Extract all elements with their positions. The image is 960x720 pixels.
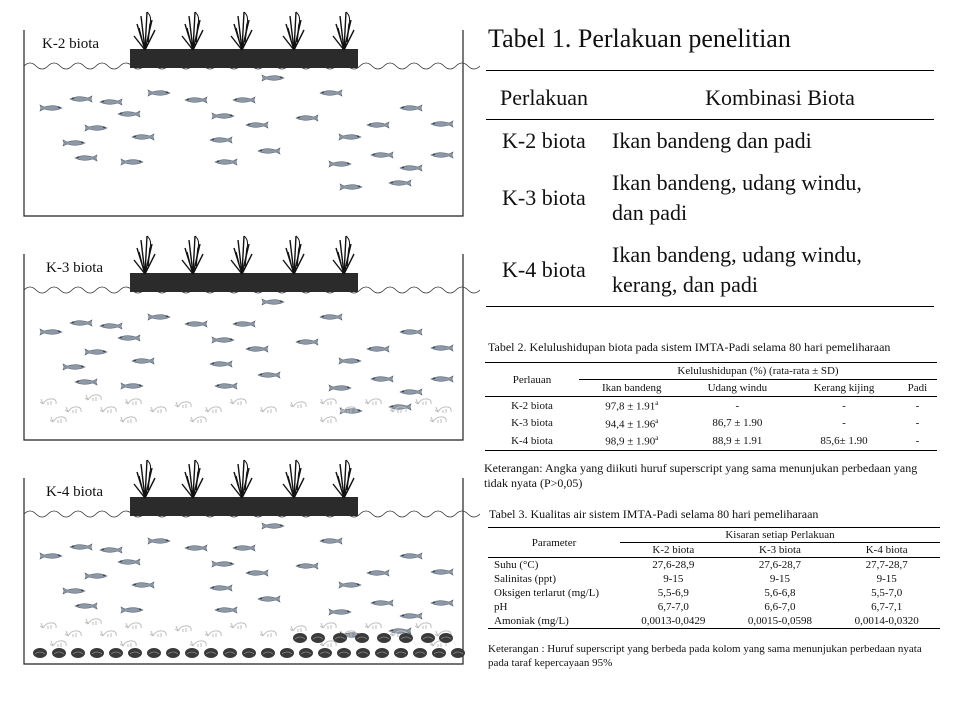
table-row (488, 614, 940, 629)
table3-cell: 6,6-7,0 (764, 601, 796, 613)
rice-plant-icon (283, 236, 304, 274)
shrimp-icon (320, 399, 336, 405)
table3-col-k3: K-3 biota (727, 543, 834, 558)
fish-icon (246, 122, 268, 128)
clam-icon (377, 633, 391, 643)
fish-icon (100, 323, 122, 329)
fish-icon (367, 570, 389, 576)
fish-icon (258, 596, 280, 602)
table-row (486, 234, 934, 307)
clam-icon (52, 648, 66, 658)
table3-cell: 0,0015-0,0598 (727, 614, 834, 629)
table3-cell: Oksigen terlarut (mg/L) (494, 587, 600, 599)
shrimp-icon (320, 623, 336, 629)
clam-icon (413, 648, 427, 658)
table2-cell: 98,9 ± 1.90$^a$ (579, 432, 685, 450)
shrimp-icon (125, 399, 141, 405)
shrimp-icon (290, 626, 306, 632)
shrimp-icon (40, 399, 56, 405)
shrimp-icon (230, 399, 246, 405)
rice-plant-icon (182, 236, 203, 274)
table3-cell: 0,0014-0,0320 (833, 614, 940, 629)
table2-cell: - (842, 417, 846, 430)
shrimp-icon (415, 623, 431, 629)
rice-plant-icon (283, 460, 304, 498)
table3-cell: 9-15 (769, 573, 791, 585)
shrimp-icon (260, 407, 276, 413)
rice-plant-icon (134, 236, 155, 274)
table3-col-k4: K-4 biota (833, 543, 940, 558)
table1-cell: K-2 biota (502, 128, 586, 153)
clam-icon (147, 648, 161, 658)
fish-icon (40, 553, 62, 559)
table3-caption: Tabel 3. Kualitas air sistem IMTA-Padi selama 80 hari pemeliharaan (489, 507, 819, 521)
fish-icon (262, 299, 284, 305)
fish-icon (148, 314, 170, 320)
shrimp-icon (430, 417, 446, 423)
clam-icon (204, 648, 218, 658)
shrimp-icon (190, 417, 206, 423)
table2-col-udang: Udang windu (685, 380, 791, 397)
fish-icon (210, 585, 232, 591)
fish-icon (329, 161, 351, 167)
clam-icon (311, 633, 325, 643)
rice-plant-icon (182, 12, 203, 50)
table-row (485, 432, 937, 450)
fish-icon (367, 122, 389, 128)
fish-icon (118, 559, 140, 565)
clam-icon (337, 648, 351, 658)
shrimp-icon (100, 631, 116, 637)
fish-icon (389, 180, 411, 186)
shrimp-icon (65, 407, 81, 413)
shrimp-icon (290, 402, 306, 408)
shrimp-icon (205, 631, 221, 637)
rice-plant-icon (333, 12, 354, 50)
clam-icon (299, 648, 313, 658)
fish-icon (132, 358, 154, 364)
fish-icon (121, 383, 143, 389)
clam-icon (399, 633, 413, 643)
fish-icon (262, 75, 284, 81)
table2-cell: - (842, 399, 846, 412)
raft (130, 497, 358, 516)
fish-icon (212, 113, 234, 119)
fish-icon (431, 152, 453, 158)
table3-cell: 0,0013-0,0429 (620, 614, 727, 629)
fish-icon (63, 588, 85, 594)
shrimp-icon (120, 641, 136, 647)
table3-cell: 6,7-7,0 (657, 601, 689, 613)
fish-icon (70, 544, 92, 550)
shrimp-icon (190, 641, 206, 647)
rice-plant-icon (283, 12, 304, 50)
fish-icon (320, 90, 342, 96)
fish-icon (400, 329, 422, 335)
rice-plant-icon (333, 236, 354, 274)
table2-cell: 86,7 ± 1.90 (712, 417, 763, 430)
shrimp-icon (365, 399, 381, 405)
shrimp-icon (120, 417, 136, 423)
fish-icon (40, 329, 62, 335)
fish-icon (371, 376, 393, 382)
clam-icon (333, 633, 347, 643)
table-row (486, 162, 934, 234)
shrimp-icon (85, 395, 101, 401)
fish-icon (400, 553, 422, 559)
fish-icon (339, 358, 361, 364)
table1-caption: Tabel 1. Perlakuan penelitian (488, 24, 791, 53)
rice-plant-icon (333, 460, 354, 498)
table-row (485, 397, 937, 415)
fish-icon (258, 372, 280, 378)
rice-plant-icon (231, 236, 252, 274)
fish-icon (400, 389, 422, 395)
table3-cell: pH (494, 601, 508, 613)
fish-icon (210, 137, 232, 143)
rice-plant-icon (182, 460, 203, 498)
shrimp-icon (125, 623, 141, 629)
fish-icon (340, 184, 362, 190)
clam-icon (394, 648, 408, 658)
table-row (488, 586, 940, 600)
fish-icon (400, 613, 422, 619)
table2 (485, 362, 937, 451)
shrimp-icon (435, 407, 451, 413)
table1-cell: Ikan bandeng dan padi (612, 128, 812, 153)
shrimp-icon (175, 626, 191, 632)
fish-icon (185, 321, 207, 327)
fish-icon (132, 134, 154, 140)
shrimp-icon (175, 402, 191, 408)
clam-icon (451, 648, 465, 658)
table1-header-kombinasi: Kombinasi Biota (612, 71, 934, 120)
fish-icon (329, 385, 351, 391)
clam-icon (356, 648, 370, 658)
fish-icon (215, 383, 237, 389)
fish-icon (132, 582, 154, 588)
table2-cell: - (915, 417, 920, 430)
fish-icon (339, 134, 361, 140)
table2-cell: 88,9 ± 1.91 (685, 432, 791, 450)
table3-cell: Salinitas (ppt) (494, 573, 557, 585)
fish-icon (215, 159, 237, 165)
fish-icon (431, 345, 453, 351)
table2-header-group: Kelulushidupan (%) (rata-rata ± SD) (579, 363, 937, 380)
table3-header-main: Parameter (488, 528, 620, 558)
table3-cell: 9-15 (876, 573, 897, 585)
fish-icon (85, 349, 107, 355)
clam-icon (71, 648, 85, 658)
table3-cell: 9-15 (663, 573, 684, 585)
fish-icon (212, 337, 234, 343)
shrimp-icon (85, 619, 101, 625)
shrimp-icon (365, 623, 381, 629)
fish-icon (431, 121, 453, 127)
clam-icon (185, 648, 199, 658)
rice-plant-icon (134, 12, 155, 50)
table3-cell: Suhu (°C) (494, 559, 539, 571)
shrimp-icon (40, 623, 56, 629)
table3-cell: 27,7-28,7 (865, 559, 908, 571)
clam-icon (223, 648, 237, 658)
fish-icon (431, 600, 453, 606)
fish-icon (85, 125, 107, 131)
fish-icon (63, 140, 85, 146)
table2-col-bandeng: Ikan bandeng (579, 380, 685, 397)
shrimp-icon (150, 631, 166, 637)
fish-icon (400, 105, 422, 111)
table2-cell: - (898, 432, 937, 450)
table3-col-k2: K-2 biota (620, 543, 727, 558)
table2-cell: 97,8 ± 1.91$^a$ (605, 399, 659, 413)
table3-cell: 5,5-6,9 (657, 587, 689, 599)
clam-icon (242, 648, 256, 658)
table1-cell: K-4 biota (486, 234, 612, 307)
clam-icon (33, 648, 47, 658)
fish-icon (75, 155, 97, 161)
fish-icon (371, 600, 393, 606)
fish-icon (233, 321, 255, 327)
fish-icon (339, 582, 361, 588)
rice-plant-icon (231, 460, 252, 498)
shrimp-icon (50, 417, 66, 423)
table2-cell: 94,4 ± 1.96$^a$ (605, 416, 659, 431)
fish-icon (70, 320, 92, 326)
table-row (488, 572, 940, 586)
table1-cell: Ikan bandeng, udang windu, dan padi (612, 170, 862, 225)
clam-icon (318, 648, 332, 658)
table1-cell: K-3 biota (502, 185, 586, 210)
clam-icon (90, 648, 104, 658)
fish-icon (75, 603, 97, 609)
clam-icon (261, 648, 275, 658)
fish-icon (431, 569, 453, 575)
fish-icon (262, 523, 284, 529)
table2-col-padi: Padi (898, 380, 937, 397)
clam-icon (128, 648, 142, 658)
table2-cell: K-3 biota (511, 417, 553, 430)
table-row (488, 600, 940, 614)
raft (130, 273, 358, 292)
table3-cell: 5,6-6,8 (764, 587, 796, 599)
clam-icon (280, 648, 294, 658)
shrimp-icon (100, 407, 116, 413)
shrimp-icon (230, 623, 246, 629)
fish-icon (320, 314, 342, 320)
fish-icon (70, 96, 92, 102)
table3 (488, 527, 940, 629)
fish-icon (246, 346, 268, 352)
shrimp-icon (205, 407, 221, 413)
fish-icon (296, 563, 318, 569)
shrimp-icon (260, 631, 276, 637)
clam-icon (109, 648, 123, 658)
table-row (485, 415, 937, 433)
fish-icon (210, 361, 232, 367)
table2-col-kerang: Kerang kijing (790, 380, 898, 397)
fish-icon (100, 99, 122, 105)
table3-cell: Amoniak (mg/L) (488, 614, 620, 629)
table3-header-group: Kisaran setiap Perlakuan (620, 528, 940, 543)
table2-cell: - (735, 399, 740, 412)
shrimp-icon (50, 641, 66, 647)
fish-icon (233, 97, 255, 103)
fish-icon (320, 538, 342, 544)
fish-icon (371, 152, 393, 158)
table1-cell: Ikan bandeng, udang windu, kerang, dan padi (612, 234, 934, 307)
rice-plant-icon (231, 12, 252, 50)
fish-icon (148, 90, 170, 96)
fish-icon (400, 165, 422, 171)
pond-label-k2: K-2 biota (42, 36, 100, 52)
table-row (488, 558, 940, 573)
fish-icon (329, 609, 351, 615)
clam-icon (293, 633, 307, 643)
table2-cell: 85,6± 1.90 (790, 432, 898, 450)
shrimp-icon (320, 417, 336, 423)
fish-icon (118, 111, 140, 117)
pond-label-k4: K-4 biota (46, 484, 104, 500)
rice-plant-icon (134, 460, 155, 498)
table2-caption: Tabel 2. Kelulushidupan biota pada sistem IMTA-Padi selama 80 hari pemeliharaan (488, 340, 891, 354)
fish-icon (367, 346, 389, 352)
fish-icon (185, 97, 207, 103)
fish-icon (75, 379, 97, 385)
fish-icon (233, 545, 255, 551)
fish-icon (296, 339, 318, 345)
fish-icon (246, 570, 268, 576)
fish-icon (296, 115, 318, 121)
table3-cell: 27,6-28,9 (652, 559, 695, 571)
table3-cell: 6,7-7,1 (871, 601, 903, 613)
clam-icon (432, 648, 446, 658)
fish-icon (148, 538, 170, 544)
table2-header-main: Perlauan (485, 363, 579, 397)
pond-label-k3: K-3 biota (46, 260, 104, 276)
shrimp-icon (150, 407, 166, 413)
fish-icon (121, 159, 143, 165)
fish-icon (185, 545, 207, 551)
fish-icon (100, 547, 122, 553)
table1 (486, 70, 934, 307)
fish-icon (63, 364, 85, 370)
table3-note: Keterangan : Huruf superscript yang berbeda pada kolom yang sama menunjukan perbedaan nyata pada taraf kepercayaan 95% (488, 643, 922, 669)
fish-icon (40, 105, 62, 111)
fish-icon (118, 335, 140, 341)
raft (130, 49, 358, 68)
table1-header-perlakuan: Perlakuan (486, 71, 612, 120)
shrimp-icon (415, 399, 431, 405)
table2-cell: - (915, 399, 920, 412)
shrimp-icon (65, 631, 81, 637)
clam-icon (375, 648, 389, 658)
table3-cell: 5,5-7,0 (871, 587, 903, 599)
table2-cell: K-2 biota (511, 399, 553, 412)
table-row (486, 120, 934, 163)
fish-icon (215, 607, 237, 613)
table3-cell: 27,6-28,7 (758, 559, 802, 571)
fish-icon (258, 148, 280, 154)
table2-cell: K-4 biota (485, 432, 579, 450)
table2-note: Keterangan: Angka yang diikuti huruf superscript yang sama menunjukan perbedaan yang tidak nyata (P>0,05) (484, 461, 918, 490)
clam-icon (421, 633, 435, 643)
clam-icon (166, 648, 180, 658)
clam-icon (355, 633, 369, 643)
fish-icon (121, 607, 143, 613)
fish-icon (212, 561, 234, 567)
fish-icon (431, 376, 453, 382)
fish-icon (85, 573, 107, 579)
clam-icon (439, 633, 453, 643)
